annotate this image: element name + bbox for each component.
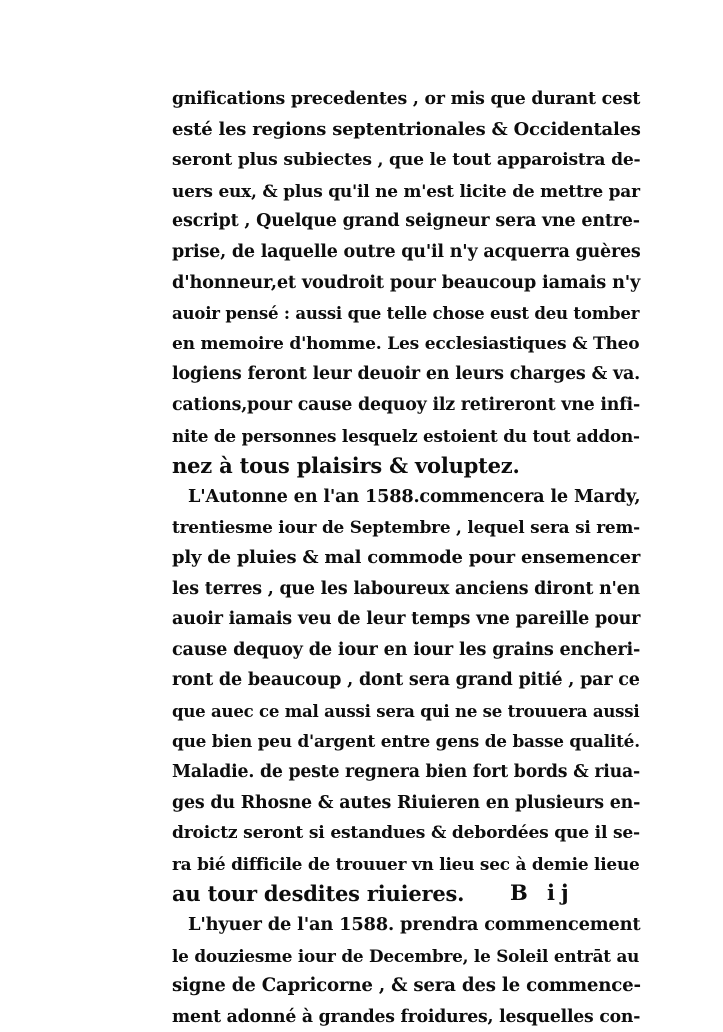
text-line: en memoire d'homme. Les ecclesiastiques & Theo	[172, 333, 640, 354]
text-line: ront de beaucoup , dont sera grand pitié , par ce	[172, 670, 640, 691]
text-line: ment adonné à grandes froidures, lesquelles con-	[172, 1006, 641, 1027]
text-line: ply de pluies & mal commode pour ensemencer	[172, 546, 641, 568]
text-line: escript , Quelque grand seigneur sera vne entre-	[172, 211, 640, 232]
text-line: les terres , que les laboureux anciens diront n'en	[172, 578, 640, 599]
text-line: cations,pour cause dequoy ilz retireront vne infi-	[172, 394, 640, 415]
text-line: trentiesme iour de Septembre , lequel sera si rem-	[172, 517, 640, 538]
text-line: auoir iamais veu de leur temps vne pareille pour	[172, 609, 641, 630]
text-line: ra bié difficile de trouuer vn lieu sec à demie lieue	[172, 853, 640, 874]
text-line: droictz seront si estandues & debordées que il se-	[172, 823, 640, 844]
text-line: auoir pensé : aussi que telle chose eust deu tomber	[172, 303, 640, 324]
text-line: seront plus subiectes , que le tout apparoistra de-	[172, 150, 641, 171]
text-line: que auec ce mal aussi sera qui ne se trouuera aussi	[172, 700, 640, 721]
text-line: que bien peu d'argent entre gens de basse qualité.	[172, 731, 640, 752]
text-line: uers eux, & plus qu'il ne m'est licite de mettre par	[172, 180, 640, 201]
paragraph-start-line: L'hyuer de l'an 1588. prendra commencement	[188, 914, 641, 936]
text-line: nez à tous plaisirs & voluptez.	[172, 453, 520, 479]
text-line: cause dequoy de iour en iour les grains encheri-	[172, 638, 641, 660]
text-line: prise, de laquelle outre qu'il n'y acquerra guères	[172, 241, 641, 262]
text-line: Maladie. de peste regnera bien fort bords & riua-	[172, 762, 640, 783]
paragraph-start-line: L'Autonne en l'an 1588.commencera le Mardy,	[188, 485, 641, 507]
text-line: d'honneur,et voudroit pour beaucoup iamais n'y	[172, 271, 641, 293]
text-line: esté les regions septentrionales & Occidentales	[172, 118, 641, 140]
signature-mark: B ij	[510, 880, 575, 905]
text-line: signe de Capricorne , & sera des le commence-	[172, 975, 641, 997]
text-line: ges du Rhosne & autes Riuieren en plusieurs en-	[172, 792, 641, 813]
text-line: nite de personnes lesquelz estoient du tout addon-	[172, 425, 640, 446]
text-line: gnifications precedentes , or mis que durant cest	[172, 89, 641, 109]
text-line: au tour desdites riuieres.	[172, 881, 465, 907]
text-line: le douziesme iour de Decembre, le Soleil entrāt au	[172, 945, 640, 966]
text-line: logiens feront leur deuoir en leurs charges & va.	[172, 364, 640, 385]
